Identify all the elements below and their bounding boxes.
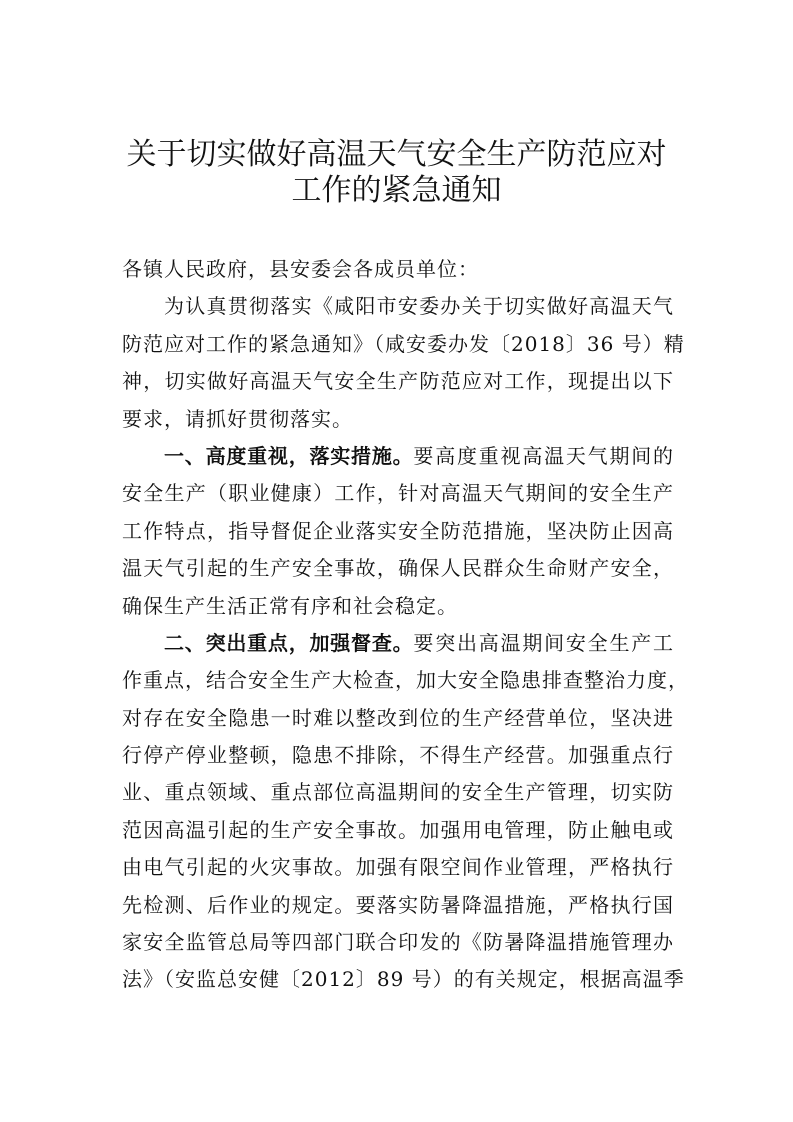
line-text: 作重点，结合安全生产大检查，加大安全隐患排查整治力度， [122,668,689,693]
line-text: 安全生产（职业健康）工作，针对高温天气期间的安全生产 [122,481,674,506]
section-heading: 一、高度重视，落实措施。 [164,443,414,468]
line-text: 温天气引起的生产安全事故，确保人民群众生命财产安全， [122,556,674,581]
paragraph-line [122,849,674,886]
paragraph-line [122,475,674,512]
paragraph-line [122,326,685,363]
paragraph-line [122,438,674,475]
document-title-line-2: 工作的紧急通知 [291,173,502,208]
paragraph-line [122,924,674,961]
paragraph-line [122,588,674,625]
paragraph-line [122,363,674,400]
paragraph-line [122,401,674,438]
line-text: 确保生产生活正常有序和社会稳定。 [122,593,458,618]
salutation: 各镇人民政府，县安委会各成员单位： [122,257,479,281]
document-title-line-1: 关于切实做好高温天气安全生产防范应对 [126,137,667,172]
paragraph-line [122,737,674,774]
line-text: 为认真贯彻落实《咸阳市安委办关于切实做好高温天气 [164,294,674,319]
line-text: 工作特点，指导督促企业落实安全防范措施，坚决防止因高 [122,518,674,543]
paragraph-line [122,288,674,325]
line-text: 先检测、后作业的规定。要落实防暑降温措施，严格执行国 [122,892,674,917]
section-heading: 二、突出重点，加强督查。 [164,630,414,655]
line-text: 神，切实做好高温天气安全生产防范应对工作，现提出以下 [122,369,674,394]
line-text: 防范应对工作的紧急通知》（咸安委办发〔2018〕36 号）精 [122,331,685,356]
paragraph-line [122,550,674,587]
paragraph-line [122,700,674,737]
paragraph-line [122,625,674,662]
line-text: 要高度重视高温天气期间的 [413,443,675,468]
paragraph-line [122,812,674,849]
line-text: 要突出高温期间安全生产工 [413,630,675,655]
line-text: 法》（安监总安健〔2012〕89 号）的有关规定，根据高温季 [122,967,685,992]
line-text: 要求，请抓好贯彻落实。 [122,406,353,431]
document-body [122,251,689,999]
line-text: 家安全监管总局等四部门联合印发的《防暑降温措施管理办 [122,930,674,955]
line-text: 对存在安全隐患一时难以整改到位的生产经营单位，坚决进 [122,705,674,730]
paragraph-line [122,662,689,699]
line-text: 范因高温引起的生产安全事故。加强用电管理，防止触电或 [122,817,674,842]
line-text: 业、重点领域、重点部位高温期间的安全生产管理，切实防 [122,780,674,805]
paragraph-line [122,774,674,811]
paragraph-line [122,961,685,998]
paragraph-line [122,513,674,550]
paragraph-line [122,887,674,924]
line-text: 由电气引起的火灾事故。加强有限空间作业管理，严格执行 [122,855,674,880]
line-text: 行停产停业整顿，隐患不排除，不得生产经营。加强重点行 [122,743,674,768]
